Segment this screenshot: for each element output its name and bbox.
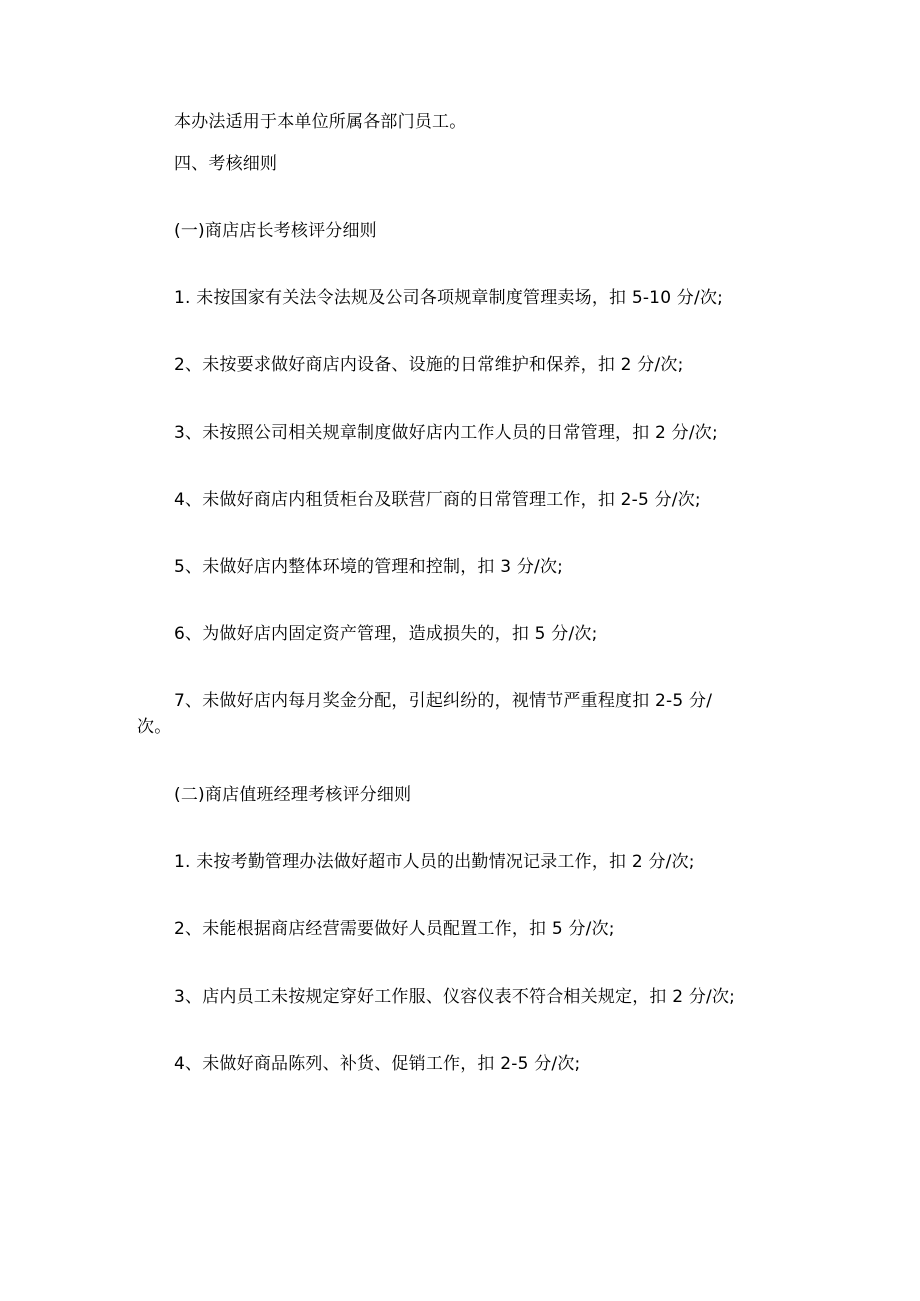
section-one-item-1: 1. 未按国家有关法令法规及公司各项规章制度管理卖场，扣 5-10 分/次; — [174, 288, 724, 308]
section-two-item-2: 2、未能根据商店经营需要做好人员配置工作，扣 5 分/次; — [174, 919, 615, 939]
section-one-item-6: 6、为做好店内固定资产管理，造成损失的，扣 5 分/次; — [174, 624, 598, 644]
section-one-item-3: 3、未按照公司相关规章制度做好店内工作人员的日常管理，扣 2 分/次; — [174, 423, 718, 443]
scope-paragraph: 本办法适用于本单位所属各部门员工。 — [174, 112, 467, 132]
section-one-heading: (一)商店店长考核评分细则 — [174, 221, 377, 241]
section-four-heading: 四、考核细则 — [174, 154, 278, 174]
section-two-item-4: 4、未做好商品陈列、补货、促销工作，扣 2-5 分/次; — [174, 1054, 581, 1074]
section-two-item-3: 3、店内员工未按规定穿好工作服、仪容仪表不符合相关规定，扣 2 分/次; — [174, 987, 736, 1007]
section-two-heading: (二)商店值班经理考核评分细则 — [174, 785, 412, 805]
section-one-item-7-continuation: 次。 — [137, 717, 172, 737]
section-one-item-7: 7、未做好店内每月奖金分配，引起纠纷的，视情节严重程度扣 2-5 分/ — [174, 691, 713, 711]
section-two-item-1: 1. 未按考勤管理办法做好超市人员的出勤情况记录工作，扣 2 分/次; — [174, 852, 695, 872]
section-one-item-4: 4、未做好商店内租赁柜台及联营厂商的日常管理工作，扣 2-5 分/次; — [174, 490, 701, 510]
section-one-item-2: 2、未按要求做好商店内设备、设施的日常维护和保养，扣 2 分/次; — [174, 355, 684, 375]
section-one-item-5: 5、未做好店内整体环境的管理和控制，扣 3 分/次; — [174, 557, 564, 577]
